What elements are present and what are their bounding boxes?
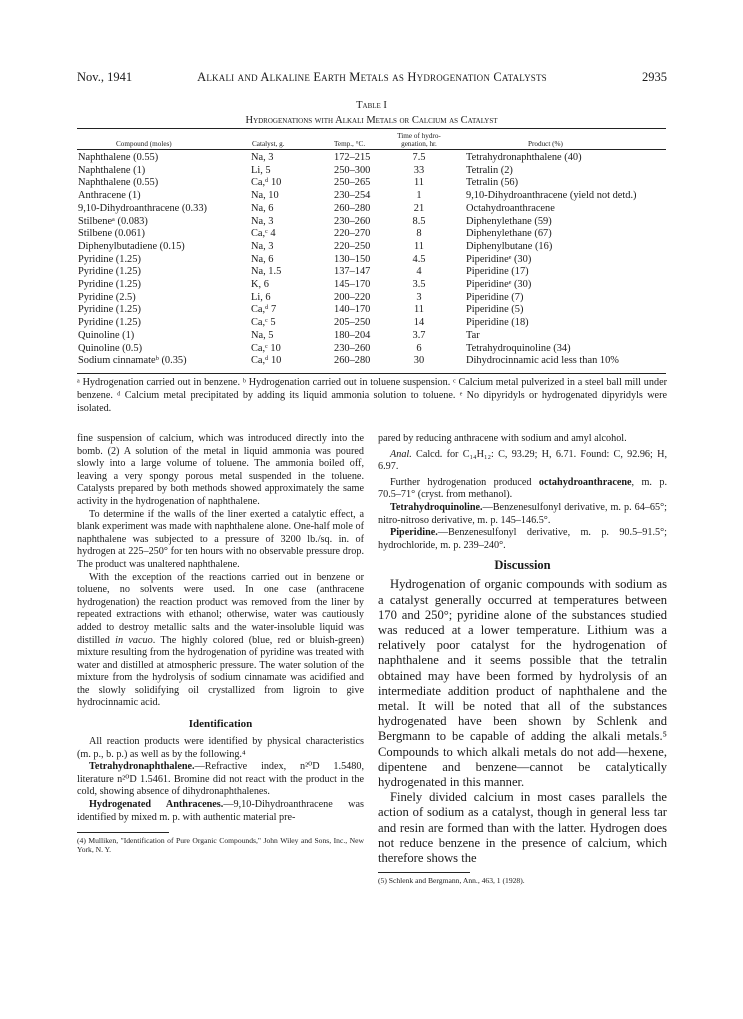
paragraph: [378, 502, 667, 527]
footnote-rule: [77, 832, 169, 833]
table-row: [0, 317, 743, 329]
cell-product: Diphenylethane (67): [466, 228, 552, 240]
cell-catalyst: Na, 5: [251, 329, 274, 341]
cell-temp: 250–265: [334, 177, 371, 189]
cell-catalyst: Na, 3: [251, 215, 274, 227]
table-row: [0, 203, 743, 215]
cell-product: Piperidine (5): [466, 304, 524, 316]
cell-catalyst: Li, 6: [251, 291, 271, 303]
cell-catalyst: Ca,ᶜ 4: [251, 228, 276, 240]
text-run: . The highly colored (blue, red or bluish-green) mixture resulting from the hydrogenation of pyridine was treated with water and distilled at atmospheric pressure. The water solution of the mixture from the hydrolysis of sodium cinnamate was acidified and the slowly solidifying oil crystallized from ligroin to give hydrocinnamic acid.: [77, 634, 365, 709]
cell-product: Dihydrocinnamic acid less than 10%: [466, 355, 619, 367]
cell-time: 14: [413, 317, 425, 329]
table-row: [0, 177, 743, 189]
table-row: [0, 216, 743, 228]
table-row: [0, 292, 743, 304]
cell-temp: 220–250: [334, 240, 371, 252]
paragraph: Hydrogenation of organic compounds with sodium as a catalyst generally occurred at temperatures between 170 and 250°; pyridine alone of the substances studied was reduced at a lower temperature. Lithium was a relatively poor catalyst for the hydrogenation of naphthalene and it seems possible that the tetralin obtained may have been formed by hydrolysis of an intermediate addition product of naphthalene and the metal. It will be noted that all of the substances hydrogenated have been shown by Schlenk and Bergmann to be capable of adding the alkali metals.⁵ Compounds to which alkali metals do not add—hexene, dipentene and benzene—cannot be catalytically hydrogenated in this manner.: [378, 577, 667, 789]
footnote-rule: [378, 872, 470, 873]
cell-product: Piperidine (7): [466, 291, 524, 303]
table-row: [0, 304, 743, 316]
paragraph: [77, 572, 364, 711]
cell-product: Piperidine (17): [466, 266, 529, 278]
col-header-catalyst: Catalyst, g.: [252, 140, 285, 148]
cell-compound: Quinoline (0.5): [78, 342, 143, 354]
cell-compound: Pyridine (1.25): [78, 304, 141, 316]
cell-compound: Pyridine (1.25): [78, 279, 141, 290]
cell-temp: 130–150: [334, 253, 371, 265]
cell-catalyst: Na, 6: [251, 253, 274, 265]
paragraph: [378, 527, 667, 552]
text-run: —Benzenesulfonyl derivative, m. p. 90.5–91.5°; hydrochloride, m. p. 239–240°.: [378, 527, 667, 551]
cell-temp: 137–147: [334, 266, 371, 278]
cell-time: 8.5: [412, 215, 426, 227]
cell-catalyst: Ca,ᵈ 10: [251, 355, 282, 367]
table-row: [0, 279, 743, 291]
cell-temp: 230–260: [334, 342, 371, 354]
cell-product: Piperidineᵉ (30): [466, 253, 532, 265]
paragraph: fine suspension of calcium, which was introduced directly into the bomb. (2) A solution of the metal in liquid ammonia was poured slowly into a large volume of toluene. The ammonia boiled off, leaving a very spongy porous metal suspended in the toluene. Catalysts prepared by both methods showed approximately the same activity in the hydrogenation of naphthalene.: [77, 433, 364, 507]
cell-compound: Anthracene (1): [78, 190, 141, 202]
cell-compound: Pyridine (1.25): [78, 317, 141, 329]
cell-catalyst: Li, 5: [251, 164, 271, 176]
paragraph: Finely divided calcium in most cases parallels the action of sodium as a catalyst, though in general less tar and resin are formed than with the latter. Hydrogen does not reduce benzene in the presence of calcium, which therefore shows the: [378, 790, 667, 865]
table-caption: Hydrogenations with Alkali Metals or Calcium as Catalyst: [245, 115, 498, 126]
cell-catalyst: Na, 3: [251, 152, 274, 163]
cell-compound: Stilbeneᵃ (0.083): [78, 215, 148, 227]
cell-compound: Stilbene (0.061): [78, 228, 145, 240]
paragraph: To determine if the walls of the liner exerted a catalytic effect, a blank experiment was made with naphthalene alone. One-half mole of naphthalene was subjected to a pressure of 3200 lb./sq. in. of hydrogen at 225–250° for ten hours with no observable pressure drop. The product was unaltered naphthalene.: [77, 508, 364, 570]
table-row: [0, 254, 743, 266]
cell-compound: Pyridine (1.25): [78, 253, 141, 265]
cell-catalyst: Na, 6: [251, 202, 274, 214]
table-row: [0, 165, 743, 177]
cell-catalyst: Na, 3: [251, 240, 274, 252]
paragraph: [77, 761, 364, 799]
footnote: (5) Schlenk and Bergmann, Ann., 463, 1 (1928).: [378, 876, 525, 886]
table-title: Table I: [356, 100, 387, 111]
table-row: [0, 190, 743, 202]
cell-product: Piperidineᵉ (30): [466, 279, 532, 290]
cell-time: 7.5: [412, 152, 426, 163]
cell-product: Piperidine (18): [466, 317, 529, 329]
paragraph: [378, 477, 667, 502]
cell-temp: 200–220: [334, 291, 371, 303]
cell-time: 3.7: [412, 329, 426, 341]
table-row: [0, 330, 743, 342]
cell-catalyst: Na, 10: [251, 190, 279, 202]
cell-temp: 180–204: [334, 329, 371, 341]
cell-compound: Naphthalene (0.55): [78, 152, 159, 163]
section-heading-discussion: Discussion: [494, 558, 551, 573]
text-run: Further hydrogenation produced: [390, 476, 539, 488]
cell-time: 4.5: [412, 253, 426, 265]
cell-time: 8: [416, 228, 422, 240]
cell-compound: 9,10-Dihydroanthracene (0.33): [78, 202, 207, 214]
cell-catalyst: Ca,ᶜ 5: [251, 317, 276, 329]
col-header-product: Product (%): [528, 140, 563, 148]
table-row: [0, 266, 743, 278]
cell-product: Diphenylbutane (16): [466, 240, 553, 252]
table-row: [0, 343, 743, 355]
cell-compound: Pyridine (2.5): [78, 291, 136, 303]
cell-catalyst: Ca,ᶜ 10: [251, 342, 281, 354]
bold-run-in-heading: Tetrahydronaphthalene.: [89, 761, 195, 773]
right-column: [378, 433, 667, 885]
cell-time: 11: [413, 304, 424, 316]
cell-product: Tetrahydroquinoline (34): [466, 342, 571, 354]
cell-time: 6: [416, 342, 422, 354]
footnote: (4) Mulliken, "Identification of Pure Organic Compounds," John Wiley and Sons, Inc., New York, N. Y.: [77, 836, 364, 855]
italic-text: Anal.: [390, 448, 412, 460]
table-header-rule: [77, 149, 666, 150]
italic-text: in vacuo: [115, 634, 153, 646]
cell-time: 30: [413, 355, 425, 367]
bold-text: octahydroanthracene: [538, 476, 632, 488]
cell-temp: 140–170: [334, 304, 371, 316]
cell-temp: 145–170: [334, 279, 371, 290]
cell-product: Tetralin (2): [466, 164, 513, 176]
cell-compound: Naphthalene (1): [78, 164, 146, 176]
cell-temp: 250–300: [334, 164, 371, 176]
col-header-compound: Compound (moles): [116, 140, 172, 148]
table-footnotes: ᵃ Hydrogenation carried out in benzene. ᵇ Hydrogenation carried out in toluene suspension. ᶜ Calcium metal pulverized in a steel ball mill under benzene. ᵈ Calcium metal precipitated by adding its liquid ammonia solution to toluene. ᵉ No dipyridyls or hydrogenated dipyridyls were isolated.: [77, 377, 667, 414]
table-row: [0, 228, 743, 240]
text-run: , m. p. 70.5–71° (cryst. from methanol).: [378, 476, 667, 501]
section-heading-identification: Identification: [188, 718, 253, 731]
cell-product: Octahydroanthracene: [466, 202, 555, 214]
cell-temp: 220–270: [334, 228, 371, 240]
cell-compound: Quinoline (1): [78, 329, 135, 341]
running-header: [77, 70, 667, 86]
table-row: [0, 152, 743, 164]
cell-temp: 260–280: [334, 355, 371, 367]
cell-time: 1: [416, 190, 422, 202]
cell-catalyst: K, 6: [251, 279, 269, 290]
cell-product: Tetrahydronaphthalene (40): [466, 152, 582, 163]
text-run: —9,10-Dihydroanthracene was identified by mixed m. p. with authentic material pre-: [77, 799, 364, 823]
paragraph: [378, 449, 667, 474]
cell-compound: Diphenylbutadiene (0.15): [78, 240, 185, 252]
table-row: [0, 241, 743, 253]
text-run: With the exception of the reactions carried out in benzene or toluene, no solvents were used. In one case (anthracene hydrogenation) the reaction product was removed from the liner by repeated extractions with ethanol; otherwise, water was cautiously added to destroy metallic salts and the water-insoluble liquid was distilled: [77, 571, 364, 646]
text-run: Calcd. for C₁₄H₁₂: C, 93.29; H, 6.71. Found: C, 92.96; H, 6.97.: [378, 448, 667, 473]
cell-temp: 230–260: [334, 215, 371, 227]
cell-compound: Pyridine (1.25): [78, 266, 141, 278]
running-title: Alkali and Alkaline Earth Metals as Hydrogenation Catalysts: [197, 70, 547, 84]
table-top-rule: [77, 128, 666, 129]
cell-product: Diphenylethane (59): [466, 215, 552, 227]
cell-time: 33: [413, 164, 425, 176]
col-header-time-1: Time of hydro-: [397, 132, 441, 140]
cell-compound: Sodium cinnamateᵇ (0.35): [78, 355, 187, 367]
bold-run-in-heading: Tetrahydroquinoline.: [390, 501, 483, 513]
bold-run-in-heading: Hydrogenated Anthracenes.: [89, 799, 224, 811]
cell-temp: 172–215: [334, 152, 371, 163]
cell-catalyst: Ca,ᵈ 7: [251, 304, 277, 316]
paragraph: [77, 799, 364, 824]
col-header-time-2: genation, hr.: [401, 140, 437, 148]
paragraph: pared by reducing anthracene with sodium and amyl alcohol.: [378, 433, 627, 444]
cell-catalyst: Ca,ᵈ 10: [251, 177, 282, 189]
page-number: 2935: [642, 70, 667, 84]
text-run: —Refractive index, n²⁰D 1.5480, literature n²⁰D 1.5461. Bromine did not react with the product in the cold, showing absence of dihydronaphthalenes.: [77, 761, 364, 798]
cell-catalyst: Na, 1.5: [251, 266, 282, 278]
col-header-temp: Temp., °C.: [334, 140, 366, 148]
paragraph: All reaction products were identified by physical characteristics (m. p., b. p.) as well as by the following.⁴: [77, 736, 364, 760]
bold-run-in-heading: Piperidine.: [390, 527, 438, 539]
cell-time: 3: [416, 291, 422, 303]
table-row: [0, 355, 743, 367]
issue-date: Nov., 1941: [77, 70, 133, 84]
cell-time: 4: [416, 266, 422, 278]
cell-time: 21: [413, 202, 425, 214]
cell-temp: 230–254: [334, 190, 371, 202]
cell-compound: Naphthalene (0.55): [78, 177, 159, 189]
cell-time: 11: [413, 177, 424, 189]
cell-temp: 205–250: [334, 317, 371, 329]
cell-temp: 260–280: [334, 202, 371, 214]
left-column: [77, 433, 364, 855]
cell-time: 3.5: [412, 279, 426, 290]
text-run: —Benzenesulfonyl derivative, m. p. 64–65°; nitro-nitroso derivative, m. p. 145–146.5°.: [378, 501, 667, 526]
cell-product: Tetralin (56): [466, 177, 519, 189]
cell-product: 9,10-Dihydroanthracene (yield not detd.): [466, 190, 637, 202]
cell-product: Tar: [466, 329, 480, 341]
table-bottom-rule: [77, 373, 666, 374]
cell-time: 11: [413, 240, 424, 252]
